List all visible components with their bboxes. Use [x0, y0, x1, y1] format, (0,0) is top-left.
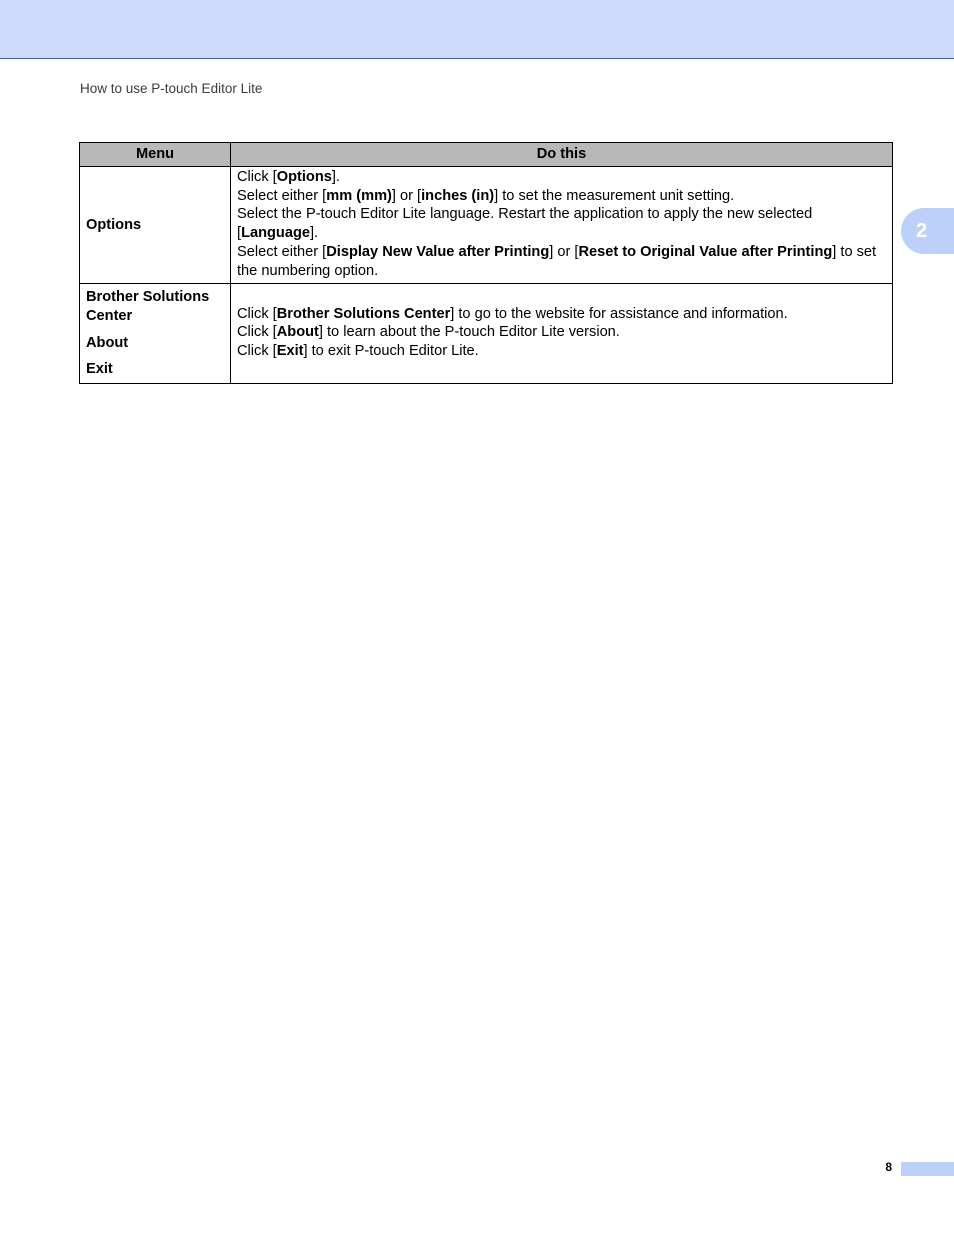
table-header-row — [80, 143, 893, 167]
column-header-menu: Menu — [80, 143, 231, 167]
menu-cell — [80, 284, 231, 384]
description-cell — [231, 167, 893, 284]
description-line: Click [Exit] to exit P-touch Editor Lite. — [237, 342, 479, 359]
menu-table — [79, 142, 893, 384]
description-line: Select either [Display New Value after Printing] or [Reset to Original Value after Printing] to set the numbering option. — [237, 243, 877, 279]
description-line: Click [About] to learn about the P-touch Editor Lite version. — [237, 324, 620, 341]
table-row — [80, 284, 893, 384]
menu-cell — [80, 167, 231, 284]
page-number: 8 — [885, 1160, 892, 1174]
footer-bar — [901, 1162, 954, 1176]
menu-entry-options: Options — [86, 216, 142, 233]
description-cell — [231, 284, 893, 384]
column-header-do-this: Do this — [231, 143, 893, 167]
header-band — [0, 0, 954, 59]
menu-entry-brother-solutions-center: Brother Solutions Center — [86, 289, 210, 324]
chapter-tab: 2 — [901, 208, 954, 254]
running-header: How to use P-touch Editor Lite — [80, 81, 263, 96]
description-line: Click [Brother Solutions Center] to go to the website for assistance and information. — [237, 305, 788, 322]
table-row — [80, 167, 893, 284]
description-line: Select the P-touch Editor Lite language. Restart the application to apply the new selected [Language]. — [237, 206, 813, 242]
menu-entry-about: About — [86, 334, 129, 351]
menu-entry-exit: Exit — [86, 361, 113, 378]
description-line: Click [Options]. — [237, 169, 340, 185]
description-line: Select either [mm (mm)] or [inches (in)] to set the measurement unit setting. — [237, 187, 735, 204]
